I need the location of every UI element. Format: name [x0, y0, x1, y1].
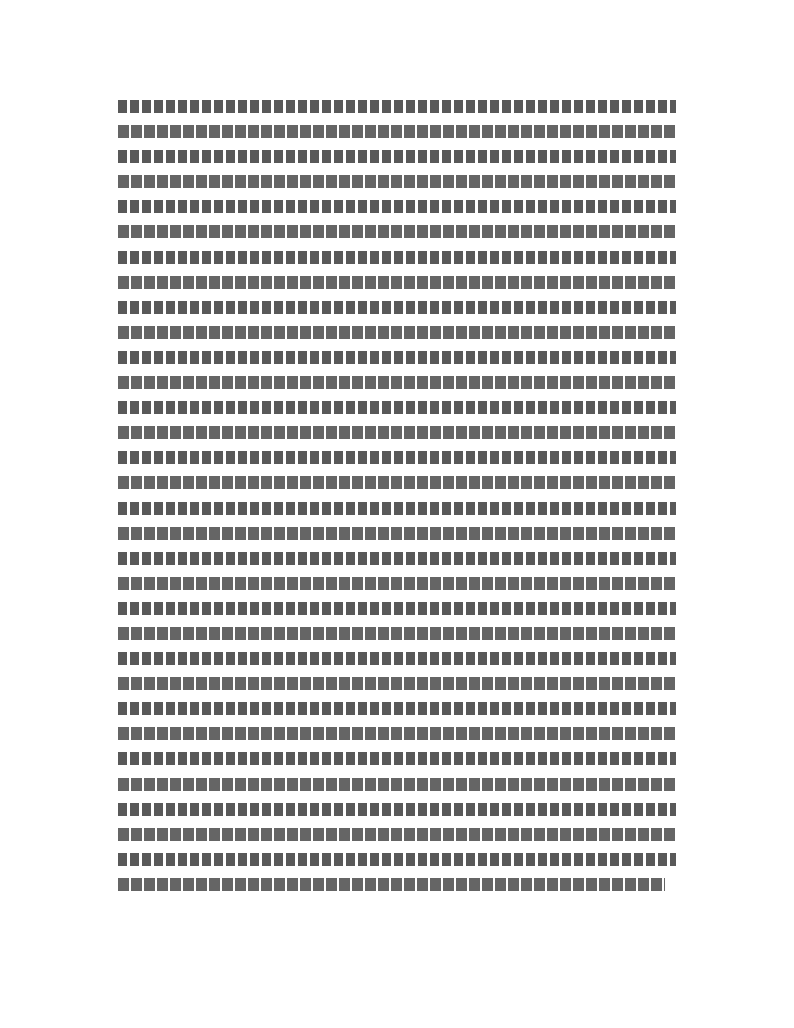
text-line [118, 120, 676, 145]
text-line [118, 145, 676, 170]
text-line [118, 220, 676, 245]
text-line [118, 697, 676, 722]
illegible-glyph-run [118, 803, 676, 816]
text-line [118, 296, 676, 321]
illegible-glyph-run [118, 878, 665, 891]
text-line [118, 195, 676, 220]
text-line [118, 271, 676, 296]
illegible-glyph-run [118, 351, 676, 364]
text-line [118, 522, 676, 547]
illegible-glyph-run [118, 778, 676, 791]
illegible-glyph-run [118, 376, 676, 389]
text-line [118, 798, 676, 823]
illegible-glyph-run [118, 828, 676, 841]
illegible-glyph-run [118, 451, 676, 464]
body-text-block [118, 95, 676, 898]
illegible-glyph-run [118, 552, 676, 565]
illegible-glyph-run [118, 527, 676, 540]
text-line [118, 446, 676, 471]
text-line [118, 497, 676, 522]
text-line [118, 823, 676, 848]
text-line [118, 547, 676, 572]
illegible-glyph-run [118, 100, 676, 113]
text-line [118, 848, 676, 873]
illegible-glyph-run [118, 225, 676, 238]
text-line [118, 647, 676, 672]
text-line [118, 747, 676, 772]
illegible-glyph-run [118, 752, 676, 765]
illegible-glyph-run [118, 577, 676, 590]
illegible-glyph-run [118, 853, 676, 866]
text-line [118, 873, 676, 898]
text-line [118, 396, 676, 421]
illegible-glyph-run [118, 301, 676, 314]
illegible-glyph-run [118, 175, 676, 188]
illegible-glyph-run [118, 602, 676, 615]
text-line [118, 371, 676, 396]
text-line [118, 622, 676, 647]
illegible-glyph-run [118, 677, 676, 690]
illegible-glyph-run [118, 502, 676, 515]
illegible-glyph-run [118, 276, 676, 289]
text-line [118, 421, 676, 446]
illegible-glyph-run [118, 426, 676, 439]
illegible-glyph-run [118, 702, 676, 715]
text-line [118, 572, 676, 597]
illegible-glyph-run [118, 627, 676, 640]
text-line [118, 170, 676, 195]
illegible-glyph-run [118, 251, 676, 264]
text-line [118, 672, 676, 697]
text-line [118, 773, 676, 798]
illegible-glyph-run [118, 150, 676, 163]
illegible-glyph-run [118, 125, 676, 138]
illegible-glyph-run [118, 401, 676, 414]
text-line [118, 95, 676, 120]
text-line [118, 246, 676, 271]
illegible-glyph-run [118, 200, 676, 213]
illegible-glyph-run [118, 326, 676, 339]
text-line [118, 722, 676, 747]
text-line [118, 471, 676, 496]
text-line [118, 346, 676, 371]
text-line [118, 597, 676, 622]
illegible-glyph-run [118, 476, 676, 489]
text-line [118, 321, 676, 346]
illegible-glyph-run [118, 652, 676, 665]
illegible-glyph-run [118, 727, 676, 740]
